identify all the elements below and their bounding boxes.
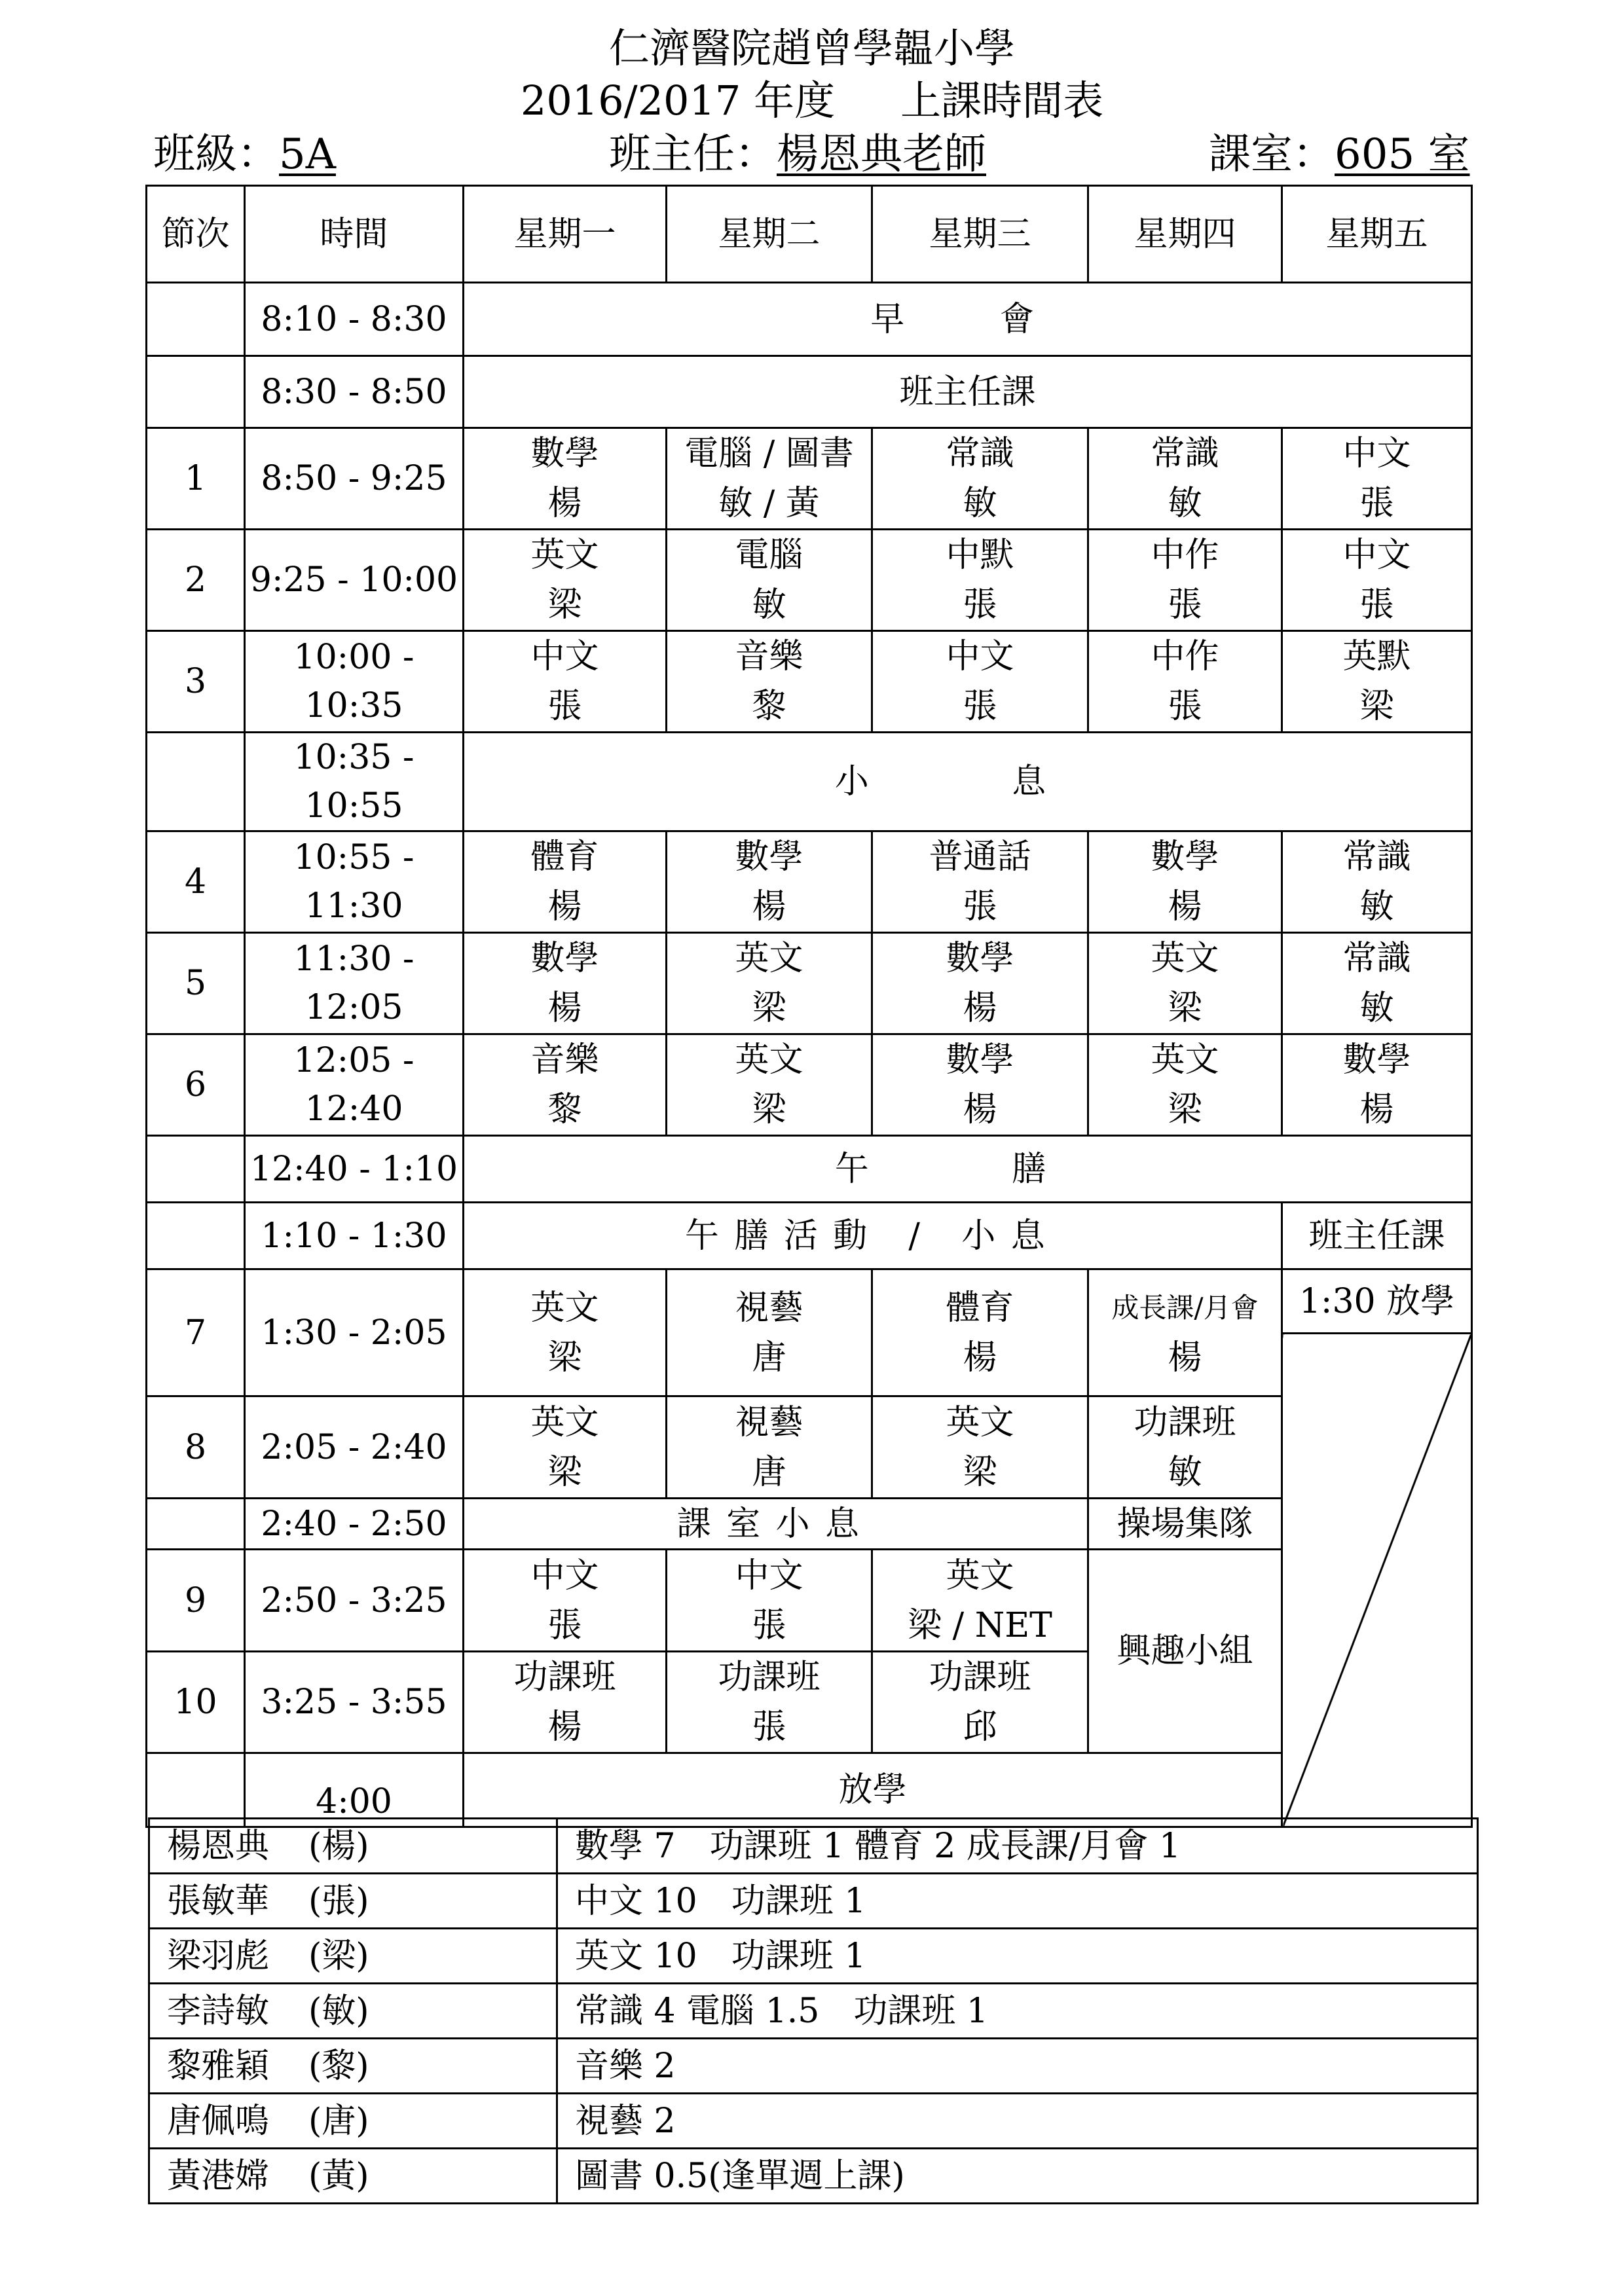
table-row: [147, 356, 1472, 428]
lesson-subject: 音樂: [530, 1040, 599, 1080]
lesson-subject: 數學: [946, 1040, 1014, 1080]
table-row: [147, 933, 1472, 1034]
period-cell: 6: [147, 1034, 245, 1136]
lesson-subject: 英文: [735, 939, 803, 978]
lesson-cell: [872, 631, 1088, 733]
lesson-subject: 視藝: [735, 1288, 803, 1328]
lesson-cell: [464, 1652, 667, 1753]
lesson-teacher: 張: [752, 1605, 786, 1645]
lesson-cell: [872, 831, 1088, 933]
teacher-name-cell: [149, 2149, 557, 2204]
time-cell: 2:40 - 2:50: [245, 1499, 464, 1550]
lesson-cell: [464, 1550, 667, 1652]
table-row: [147, 1136, 1472, 1203]
lesson-cell: [1088, 1396, 1282, 1499]
teacher-load: 英文 10 功課班 1: [557, 1929, 1478, 1984]
lesson-teacher: 楊: [963, 1090, 997, 1129]
timetable-heading: [0, 76, 1624, 126]
school-name: 仁濟醫院趙曾學韞小學: [608, 24, 1015, 72]
teacher-abbr: (黃): [308, 2156, 369, 2196]
teacher-row: [149, 1874, 1478, 1929]
teacher-name: 黎雅穎: [167, 2046, 270, 2086]
friday-class-teacher-cell: 班主任課: [1282, 1203, 1472, 1269]
lesson-subject: 常識: [1342, 837, 1411, 877]
lesson-teacher: 邱: [963, 1707, 997, 1747]
table-row: [147, 1396, 1472, 1499]
lesson-subject: 英文: [735, 1040, 803, 1080]
lesson-subject: 成長課/月會: [1111, 1291, 1259, 1324]
lesson-subject: 中作: [1151, 637, 1219, 676]
period-cell: [147, 1203, 245, 1269]
period-cell: [147, 733, 245, 831]
lesson-teacher: 梁: [547, 1452, 582, 1492]
lesson-teacher: 楊: [547, 484, 582, 523]
period-cell: [147, 356, 245, 428]
lesson-cell: [1282, 933, 1472, 1034]
lesson-cell: [872, 1034, 1088, 1136]
table-row: [147, 1753, 1472, 1827]
lesson-subject: 中文: [1342, 434, 1411, 473]
lesson-teacher: 敏: [1168, 1452, 1202, 1492]
lesson-cell: [872, 933, 1088, 1034]
table-row: [147, 428, 1472, 530]
lesson-teacher: 敏: [1168, 484, 1202, 523]
interest-group-cell: 興趣小組: [1088, 1550, 1282, 1753]
lesson-teacher: 張: [1168, 585, 1202, 625]
lesson-subject: 常識: [1342, 939, 1411, 978]
lesson-teacher: 梁: [963, 1452, 997, 1492]
lesson-teacher: 敏: [1359, 887, 1394, 926]
lesson-cell: [667, 428, 872, 530]
lesson-teacher: 楊: [1168, 1338, 1202, 1377]
classroom-value: 605 室: [1335, 130, 1470, 179]
assembly-cell: 早 會: [464, 283, 1472, 356]
lesson-cell: [464, 831, 667, 933]
lesson-subject: 功課班: [929, 1658, 1031, 1697]
lesson-cell: [1088, 631, 1282, 733]
time-cell: 9:25 - 10:00: [245, 530, 464, 631]
lesson-cell: [464, 428, 667, 530]
header-thursday: 星期四: [1088, 186, 1282, 283]
teacher-abbr: (黎): [308, 2046, 369, 2086]
lesson-subject: 英文: [530, 1402, 599, 1442]
teacher-load: 圖書 0.5(逢單週上課): [557, 2149, 1478, 2204]
lesson-cell: [667, 1396, 872, 1499]
lunch-activity-cell: 午膳活動 / 小息: [464, 1203, 1282, 1269]
period-cell: [147, 1499, 245, 1550]
table-row: [147, 1499, 1472, 1550]
lesson-cell: [1282, 530, 1472, 631]
friday-no-lesson-cell: [1282, 1334, 1472, 1827]
lesson-teacher: 楊: [752, 887, 786, 926]
lesson-cell: [667, 933, 872, 1034]
lesson-cell: [464, 530, 667, 631]
period-cell: 10: [147, 1652, 245, 1753]
time-cell: 8:10 - 8:30: [245, 283, 464, 356]
lesson-teacher: 敏: [1359, 989, 1394, 1028]
lesson-teacher: 張: [547, 1605, 582, 1645]
lesson-cell: [872, 1550, 1088, 1652]
teacher-name-cell: [149, 1874, 557, 1929]
lesson-subject: 英默: [1342, 637, 1411, 676]
lesson-cell: [1088, 530, 1282, 631]
teacher-name: 唐佩鳴: [167, 2101, 270, 2141]
assembly-line-up-cell: 操場集隊: [1088, 1499, 1282, 1550]
lesson-teacher: 梁: [547, 1338, 582, 1377]
lesson-teacher: 楊: [547, 887, 582, 926]
lesson-subject: 英文: [530, 536, 599, 575]
time-cell: 12:40 - 1:10: [245, 1136, 464, 1203]
lesson-subject: 普通話: [929, 837, 1031, 877]
teacher-load: 中文 10 功課班 1: [557, 1874, 1478, 1929]
lesson-cell: [667, 1550, 872, 1652]
teacher-name: 梁羽彪: [167, 1936, 270, 1976]
time-cell: 8:30 - 8:50: [245, 356, 464, 428]
teacher-row: [149, 1984, 1478, 2039]
lesson-teacher: 楊: [547, 1707, 582, 1747]
school-year: 2016/2017 年度: [520, 77, 836, 124]
period-cell: 2: [147, 530, 245, 631]
table-row: [147, 1269, 1472, 1334]
period-cell: 5: [147, 933, 245, 1034]
header-period: 節次: [147, 186, 245, 283]
lesson-teacher: 唐: [752, 1338, 786, 1377]
lesson-cell: [667, 631, 872, 733]
lesson-subject: 中作: [1151, 536, 1219, 575]
recess-cell: 小 息: [464, 733, 1472, 831]
classroom-label: 課室：: [1209, 130, 1335, 179]
class-teacher-label: 班主任：: [609, 130, 777, 179]
lesson-teacher: 梁: [547, 585, 582, 625]
friday-dismissal-cell: 1:30 放學: [1282, 1269, 1472, 1334]
lesson-subject: 常識: [1151, 434, 1219, 473]
dismissal-cell: 放學: [464, 1753, 1282, 1827]
timetable-title: 上課時間表: [900, 77, 1104, 124]
lesson-subject: 功課班: [718, 1658, 821, 1697]
lesson-teacher: 黎: [547, 1090, 582, 1129]
lesson-teacher: 張: [963, 585, 997, 625]
lesson-cell: [667, 530, 872, 631]
header-wednesday: 星期三: [872, 186, 1088, 283]
time-cell: 8:50 - 9:25: [245, 428, 464, 530]
teacher-load: 視藝 2: [557, 2094, 1478, 2149]
class-break-cell: 課室小息: [464, 1499, 1088, 1550]
lesson-cell: [1088, 933, 1282, 1034]
table-header-row: [147, 186, 1472, 283]
lesson-subject: 中文: [1342, 536, 1411, 575]
lesson-teacher: 楊: [547, 989, 582, 1028]
lesson-teacher: 梁: [752, 1090, 786, 1129]
time-cell: 1:30 - 2:05: [245, 1269, 464, 1396]
lesson-subject: 體育: [946, 1288, 1014, 1328]
lesson-subject: 常識: [946, 434, 1014, 473]
lesson-teacher: 唐: [752, 1452, 786, 1492]
time-cell: 3:25 - 3:55: [245, 1652, 464, 1753]
period-cell: 4: [147, 831, 245, 933]
teacher-load: 音樂 2: [557, 2039, 1478, 2094]
lesson-subject: 數學: [530, 939, 599, 978]
time-cell: 10:35 - 10:55: [245, 733, 464, 831]
header-time: 時間: [245, 186, 464, 283]
lesson-subject: 視藝: [735, 1402, 803, 1442]
time-cell: 10:00 - 10:35: [245, 631, 464, 733]
lesson-subject: 功課班: [1134, 1402, 1236, 1442]
lesson-cell: [464, 1396, 667, 1499]
lesson-subject: 英文: [1151, 939, 1219, 978]
lesson-subject: 數學: [1151, 837, 1219, 877]
lesson-subject: 中文: [530, 637, 599, 676]
lesson-teacher: 張: [1168, 687, 1202, 726]
lesson-cell: [1088, 428, 1282, 530]
lesson-cell: [464, 933, 667, 1034]
time-cell: 2:50 - 3:25: [245, 1550, 464, 1652]
lesson-cell: [1282, 831, 1472, 933]
table-row: [147, 733, 1472, 831]
lesson-subject: 電腦 / 圖書: [684, 434, 854, 473]
time-cell: 11:30 - 12:05: [245, 933, 464, 1034]
lesson-subject: 中默: [946, 536, 1014, 575]
teacher-key-table: [148, 1817, 1479, 2204]
period-cell: 1: [147, 428, 245, 530]
lesson-cell: [872, 530, 1088, 631]
lesson-cell: [464, 631, 667, 733]
table-row: [147, 831, 1472, 933]
lesson-teacher: 楊: [1359, 1090, 1394, 1129]
lesson-cell: [1088, 1269, 1282, 1396]
lesson-subject: 音樂: [735, 637, 803, 676]
period-cell: [147, 1753, 245, 1827]
lesson-teacher: 梁: [752, 989, 786, 1028]
teacher-name-cell: [149, 2039, 557, 2094]
lesson-subject: 數學: [735, 837, 803, 877]
period-cell: [147, 1136, 245, 1203]
lesson-teacher: 張: [547, 687, 582, 726]
timetable: [145, 185, 1473, 1828]
teacher-abbr: (唐): [308, 2101, 369, 2141]
teacher-name-cell: [149, 1819, 557, 1874]
lesson-teacher: 梁: [1168, 1090, 1202, 1129]
lesson-teacher: 張: [963, 687, 997, 726]
period-cell: 9: [147, 1550, 245, 1652]
teacher-row: [149, 2039, 1478, 2094]
lesson-subject: 電腦: [735, 536, 803, 575]
period-cell: 3: [147, 631, 245, 733]
lesson-subject: 數學: [530, 434, 599, 473]
time-cell: 12:05 - 12:40: [245, 1034, 464, 1136]
lesson-teacher: 楊: [963, 1338, 997, 1377]
lesson-subject: 中文: [735, 1556, 803, 1595]
lesson-teacher: 楊: [1168, 887, 1202, 926]
lesson-teacher: 敏: [963, 484, 997, 523]
teacher-name-cell: [149, 2094, 557, 2149]
class-label: 班級：: [153, 130, 279, 179]
lesson-cell: [464, 1034, 667, 1136]
period-cell: 8: [147, 1396, 245, 1499]
teacher-load: 常識 4 電腦 1.5 功課班 1: [557, 1984, 1478, 2039]
class-teacher-info: [609, 127, 986, 182]
table-row: [147, 283, 1472, 356]
lesson-cell: [667, 1269, 872, 1396]
lesson-teacher: 梁: [1168, 989, 1202, 1028]
teacher-row: [149, 2149, 1478, 2204]
lesson-teacher: 敏 / 黃: [718, 484, 820, 523]
period-cell: 7: [147, 1269, 245, 1396]
time-cell: 1:10 - 1:30: [245, 1203, 464, 1269]
teacher-abbr: (梁): [308, 1936, 369, 1976]
teacher-name: 黃港嫦: [167, 2156, 270, 2196]
lesson-cell: [872, 1396, 1088, 1499]
teacher-name: 張敏華: [167, 1881, 270, 1921]
teacher-abbr: (楊): [308, 1826, 369, 1866]
time-cell: 4:00: [245, 1753, 464, 1827]
class-value: 5A: [279, 130, 336, 179]
class-teacher-value: 楊恩典老師: [777, 130, 986, 179]
teacher-abbr: (敏): [308, 1991, 369, 2031]
header-tuesday: 星期二: [667, 186, 872, 283]
lesson-teacher: 梁 / NET: [908, 1605, 1052, 1645]
teacher-name-cell: [149, 1984, 557, 2039]
class-teacher-period-cell: 班主任課: [464, 356, 1472, 428]
teacher-row: [149, 1819, 1478, 1874]
lesson-cell: [667, 831, 872, 933]
lesson-cell: [667, 1652, 872, 1753]
period-cell: [147, 283, 245, 356]
lesson-cell: [667, 1034, 872, 1136]
lesson-subject: 中文: [946, 637, 1014, 676]
lesson-cell: [872, 1269, 1088, 1396]
teacher-name: 楊恩典: [167, 1826, 270, 1866]
teacher-row: [149, 1929, 1478, 1984]
teacher-name-cell: [149, 1929, 557, 1984]
lesson-subject: 體育: [530, 837, 599, 877]
time-cell: 2:05 - 2:40: [245, 1396, 464, 1499]
lesson-cell: [1088, 831, 1282, 933]
teacher-abbr: (張): [308, 1881, 369, 1921]
table-row: [147, 1203, 1472, 1269]
lesson-teacher: 梁: [1359, 687, 1394, 726]
lesson-cell: [464, 1269, 667, 1396]
lesson-subject: 數學: [946, 939, 1014, 978]
lesson-subject: 數學: [1342, 1040, 1411, 1080]
table-row: [147, 1550, 1472, 1652]
teacher-name: 李詩敏: [167, 1991, 270, 2031]
lunch-cell: 午 膳: [464, 1136, 1472, 1203]
class-info: [153, 127, 336, 182]
lesson-teacher: 張: [1359, 484, 1394, 523]
lesson-teacher: 張: [963, 887, 997, 926]
lesson-teacher: 楊: [963, 989, 997, 1028]
teacher-row: [149, 2094, 1478, 2149]
table-row: [147, 530, 1472, 631]
time-cell: 10:55 - 11:30: [245, 831, 464, 933]
header-monday: 星期一: [464, 186, 667, 283]
lesson-cell: [1282, 1034, 1472, 1136]
lesson-cell: [872, 428, 1088, 530]
lesson-teacher: 張: [1359, 585, 1394, 625]
lesson-subject: 英文: [530, 1288, 599, 1328]
lesson-cell: [1088, 1034, 1282, 1136]
table-row: [147, 1034, 1472, 1136]
lesson-subject: 功課班: [513, 1658, 616, 1697]
lesson-cell: [872, 1652, 1088, 1753]
header-friday: 星期五: [1282, 186, 1472, 283]
classroom-info: [1209, 127, 1470, 182]
lesson-subject: 中文: [530, 1556, 599, 1595]
table-row: [147, 631, 1472, 733]
lesson-teacher: 張: [752, 1707, 786, 1747]
lesson-subject: 英文: [1151, 1040, 1219, 1080]
lesson-teacher: 黎: [752, 687, 786, 726]
lesson-teacher: 敏: [752, 585, 786, 625]
lesson-subject: 英文: [946, 1556, 1014, 1595]
lesson-cell: [1282, 428, 1472, 530]
teacher-load: 數學 7 功課班 1 體育 2 成長課/月會 1: [557, 1819, 1478, 1874]
lesson-cell: [1282, 631, 1472, 733]
lesson-subject: 英文: [946, 1402, 1014, 1442]
